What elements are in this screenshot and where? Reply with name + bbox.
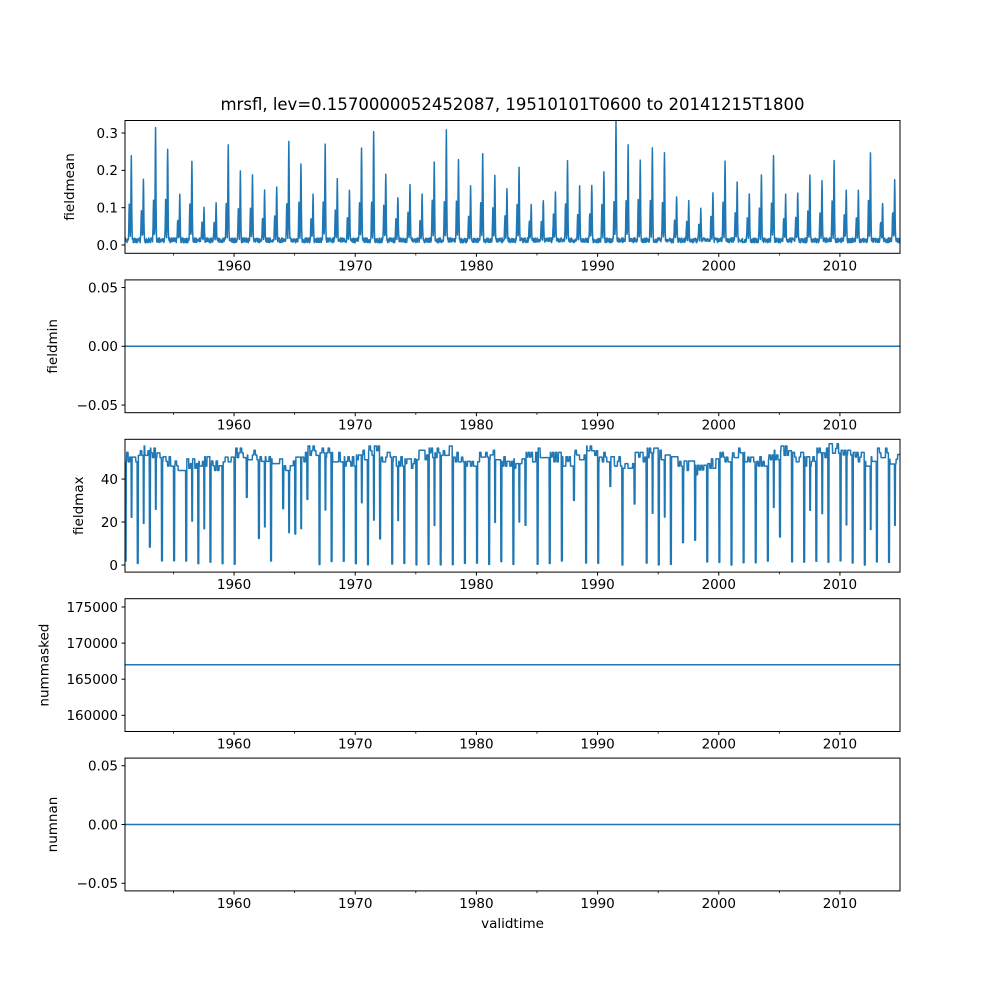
subplot-nummasked bbox=[36, 599, 900, 753]
x-tick-label: 1990 bbox=[580, 417, 615, 434]
y-tick-label: 0.0 bbox=[96, 237, 118, 254]
subplot-fieldmin bbox=[45, 280, 900, 434]
x-tick-label: 1970 bbox=[338, 417, 373, 434]
fieldmax-ylabel: fieldmax bbox=[70, 476, 87, 535]
y-tick-label: 0 bbox=[109, 557, 118, 574]
x-tick-label: 1960 bbox=[216, 736, 252, 753]
x-tick-label: 1980 bbox=[459, 895, 494, 912]
x-tick-label: 2010 bbox=[822, 258, 858, 275]
x-tick-label: 2000 bbox=[701, 895, 736, 912]
x-tick-label: 2000 bbox=[701, 417, 736, 434]
y-tick-label: 0.1 bbox=[96, 200, 118, 217]
x-tick-label: 1960 bbox=[216, 258, 252, 275]
x-tick-label: 1970 bbox=[338, 258, 373, 275]
fieldmin-ylabel: fieldmin bbox=[45, 319, 61, 374]
x-tick-label: 2010 bbox=[822, 577, 858, 594]
y-tick-label: 0.2 bbox=[96, 163, 118, 180]
x-tick-label: 1990 bbox=[580, 258, 615, 275]
fieldmean-ylabel: fieldmean bbox=[62, 153, 79, 221]
x-axis-label: validtime bbox=[481, 916, 544, 932]
x-tick-label: 1970 bbox=[338, 577, 373, 594]
y-tick-label: 0.3 bbox=[96, 125, 118, 142]
y-tick-label: 165000 bbox=[66, 672, 118, 689]
x-tick-label: 1980 bbox=[459, 417, 494, 434]
x-tick-label: 1970 bbox=[338, 736, 373, 753]
fieldmean-line bbox=[125, 120, 900, 243]
subplot-numnan bbox=[45, 758, 900, 912]
x-tick-label: 2000 bbox=[701, 258, 736, 275]
x-tick-label: 2000 bbox=[701, 736, 736, 753]
x-tick-label: 1970 bbox=[338, 895, 373, 912]
y-tick-label: −0.05 bbox=[76, 876, 118, 893]
y-tick-label: 0.00 bbox=[87, 817, 118, 834]
y-tick-label: −0.05 bbox=[76, 397, 118, 414]
x-tick-label: 1990 bbox=[580, 895, 615, 912]
x-tick-label: 2010 bbox=[822, 736, 858, 753]
subplot-fieldmax bbox=[71, 439, 900, 593]
x-tick-label: 1990 bbox=[580, 736, 615, 753]
x-tick-label: 1980 bbox=[459, 258, 494, 275]
x-tick-label: 2000 bbox=[701, 577, 736, 594]
y-tick-label: 0.05 bbox=[87, 280, 118, 297]
x-tick-label: 1960 bbox=[216, 417, 252, 434]
y-tick-label: 20 bbox=[100, 514, 118, 531]
x-tick-label: 1980 bbox=[459, 736, 494, 753]
x-tick-label: 1990 bbox=[580, 577, 615, 594]
x-tick-label: 2010 bbox=[822, 417, 858, 434]
y-tick-label: 40 bbox=[100, 471, 118, 488]
numnan-ylabel: numnan bbox=[45, 796, 61, 853]
y-tick-label: 160000 bbox=[66, 708, 118, 725]
x-tick-label: 1960 bbox=[216, 577, 252, 594]
fieldmax-line bbox=[125, 444, 900, 565]
y-tick-label: 170000 bbox=[66, 635, 118, 652]
x-tick-label: 2010 bbox=[822, 895, 858, 912]
y-tick-label: 0.00 bbox=[87, 339, 118, 356]
subplot-fieldmean bbox=[62, 120, 900, 274]
x-tick-label: 1960 bbox=[216, 895, 252, 912]
nummasked-ylabel: nummasked bbox=[36, 623, 53, 707]
y-tick-label: 175000 bbox=[66, 599, 118, 616]
x-tick-label: 1980 bbox=[459, 577, 494, 594]
y-tick-label: 0.05 bbox=[87, 758, 118, 775]
figure-title: mrsfl, lev=0.1570000052452087, 19510101T0600 to 20141215T1800 bbox=[220, 95, 805, 114]
